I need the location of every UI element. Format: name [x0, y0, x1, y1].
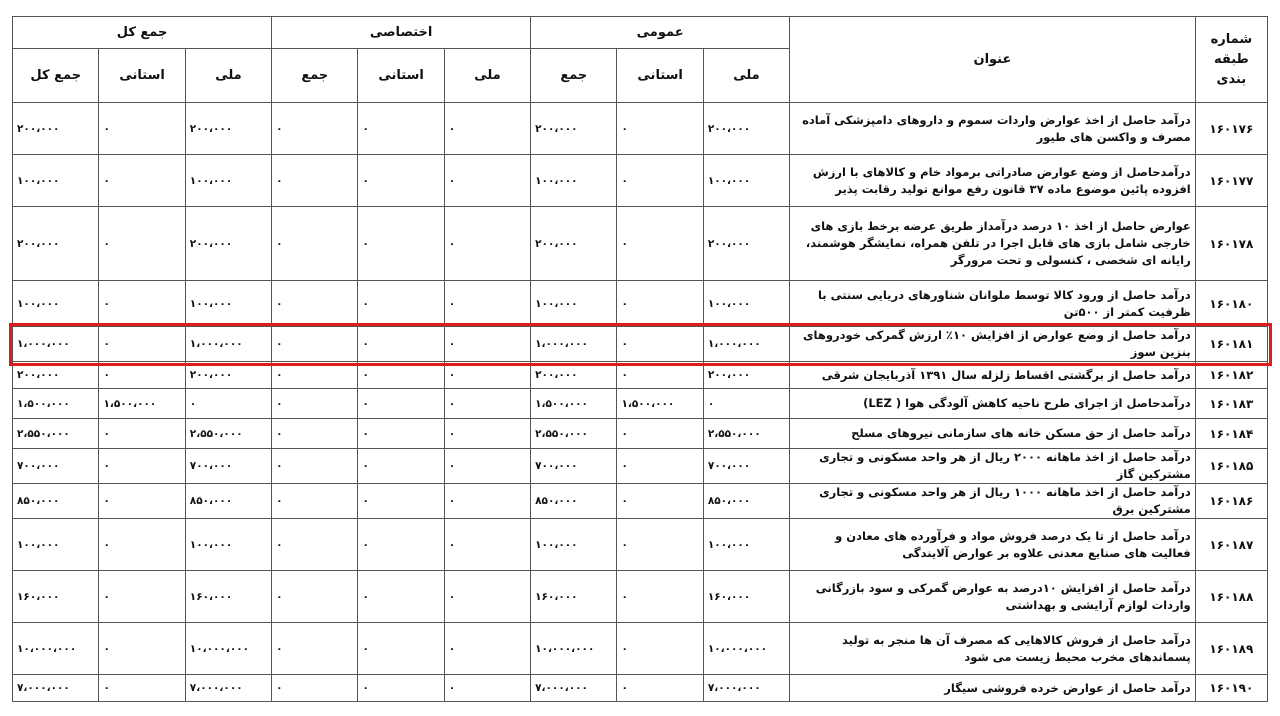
header-group-total: جمع کل	[13, 17, 272, 49]
cell-general-national: ۱۶۰،۰۰۰	[703, 571, 789, 623]
cell-specific-provincial: ۰	[358, 155, 444, 207]
cell-specific-provincial: ۰	[358, 449, 444, 484]
cell-general-sum: ۱۰،۰۰۰،۰۰۰	[531, 623, 617, 675]
cell-general-sum: ۱،۰۰۰،۰۰۰	[531, 327, 617, 362]
row-code: ۱۶۰۱۸۸	[1195, 571, 1267, 623]
cell-general-national: ۱۰۰،۰۰۰	[703, 155, 789, 207]
cell-general-provincial: ۱،۵۰۰،۰۰۰	[617, 389, 703, 419]
cell-general-provincial: ۰	[617, 419, 703, 449]
row-code: ۱۶۰۱۹۰	[1195, 675, 1267, 702]
cell-specific-provincial: ۰	[358, 484, 444, 519]
cell-specific-sum: ۰	[272, 623, 358, 675]
row-code: ۱۶۰۱۸۳	[1195, 389, 1267, 419]
cell-grand-total: ۲۰۰،۰۰۰	[13, 103, 99, 155]
table-row	[13, 675, 1268, 702]
cell-general-provincial: ۰	[617, 623, 703, 675]
table-row	[13, 362, 1268, 389]
cell-total-national: ۲،۵۵۰،۰۰۰	[185, 419, 271, 449]
cell-specific-national: ۰	[444, 281, 530, 327]
budget-table	[12, 16, 1268, 702]
cell-total-provincial: ۰	[99, 155, 185, 207]
table-row	[13, 519, 1268, 571]
cell-specific-national: ۰	[444, 449, 530, 484]
cell-specific-sum: ۰	[272, 362, 358, 389]
cell-total-national: ۱۰،۰۰۰،۰۰۰	[185, 623, 271, 675]
cell-specific-national: ۰	[444, 155, 530, 207]
table-row	[13, 449, 1268, 484]
cell-grand-total: ۱،۰۰۰،۰۰۰	[13, 327, 99, 362]
cell-specific-national: ۰	[444, 389, 530, 419]
cell-total-national: ۷،۰۰۰،۰۰۰	[185, 675, 271, 702]
header-code: شماره طبقه بندی	[1195, 17, 1267, 103]
cell-total-national: ۰	[185, 389, 271, 419]
row-code: ۱۶۰۱۸۷	[1195, 519, 1267, 571]
cell-general-sum: ۱۰۰،۰۰۰	[531, 519, 617, 571]
cell-total-national: ۲۰۰،۰۰۰	[185, 362, 271, 389]
table-row	[13, 419, 1268, 449]
cell-specific-provincial: ۰	[358, 362, 444, 389]
header-group-general: عمومی	[531, 17, 790, 49]
cell-total-provincial: ۱،۵۰۰،۰۰۰	[99, 389, 185, 419]
cell-general-national: ۰	[703, 389, 789, 419]
cell-specific-national: ۰	[444, 623, 530, 675]
cell-specific-provincial: ۰	[358, 103, 444, 155]
table-row	[13, 484, 1268, 519]
cell-total-provincial: ۰	[99, 207, 185, 281]
row-code: ۱۶۰۱۸۲	[1195, 362, 1267, 389]
cell-specific-sum: ۰	[272, 519, 358, 571]
cell-specific-national: ۰	[444, 571, 530, 623]
cell-general-national: ۱۰۰،۰۰۰	[703, 281, 789, 327]
cell-total-national: ۱۰۰،۰۰۰	[185, 155, 271, 207]
cell-total-provincial: ۰	[99, 103, 185, 155]
cell-grand-total: ۱۰۰،۰۰۰	[13, 281, 99, 327]
cell-general-sum: ۸۵۰،۰۰۰	[531, 484, 617, 519]
header-total-national: ملی	[185, 49, 271, 103]
cell-specific-national: ۰	[444, 103, 530, 155]
cell-specific-national: ۰	[444, 675, 530, 702]
cell-specific-national: ۰	[444, 327, 530, 362]
table-row	[13, 389, 1268, 419]
cell-total-provincial: ۰	[99, 281, 185, 327]
row-code: ۱۶۰۱۷۶	[1195, 103, 1267, 155]
budget-document	[12, 16, 1268, 702]
row-title: درآمد حاصل از ورود کالا توسط ملوانان شناورهای دریایی سنتی با ظرفیت کمتر از ۵۰۰تن	[790, 281, 1196, 327]
cell-general-national: ۲۰۰،۰۰۰	[703, 362, 789, 389]
row-code: ۱۶۰۱۸۱	[1195, 327, 1267, 362]
cell-specific-national: ۰	[444, 362, 530, 389]
cell-general-provincial: ۰	[617, 207, 703, 281]
header-general-sum: جمع	[531, 49, 617, 103]
cell-general-national: ۱۰۰،۰۰۰	[703, 519, 789, 571]
cell-total-provincial: ۰	[99, 449, 185, 484]
cell-general-sum: ۱۰۰،۰۰۰	[531, 281, 617, 327]
cell-grand-total: ۱۰۰،۰۰۰	[13, 155, 99, 207]
cell-specific-sum: ۰	[272, 449, 358, 484]
cell-general-provincial: ۰	[617, 571, 703, 623]
cell-specific-sum: ۰	[272, 281, 358, 327]
row-code: ۱۶۰۱۸۵	[1195, 449, 1267, 484]
cell-total-provincial: ۰	[99, 484, 185, 519]
cell-total-provincial: ۰	[99, 571, 185, 623]
cell-specific-provincial: ۰	[358, 623, 444, 675]
row-code: ۱۶۰۱۷۸	[1195, 207, 1267, 281]
table-row	[13, 103, 1268, 155]
cell-specific-national: ۰	[444, 207, 530, 281]
row-title: درآمد حاصل از برگشتی اقساط زلزله سال ۱۳۹۱ آذربایجان شرقی	[790, 362, 1196, 389]
cell-general-national: ۲،۵۵۰،۰۰۰	[703, 419, 789, 449]
header-specific-provincial: استانی	[358, 49, 444, 103]
table-row	[13, 207, 1268, 281]
cell-total-national: ۸۵۰،۰۰۰	[185, 484, 271, 519]
row-title: درآمد حاصل از افزایش ۱۰درصد به عوارض گمرکی و سود بازرگانی واردات لوازم آرایشی و بهداشتی	[790, 571, 1196, 623]
cell-total-provincial: ۰	[99, 623, 185, 675]
cell-specific-national: ۰	[444, 419, 530, 449]
table-row	[13, 155, 1268, 207]
row-code: ۱۶۰۱۸۹	[1195, 623, 1267, 675]
cell-total-national: ۱۰۰،۰۰۰	[185, 281, 271, 327]
row-title: درآمد حاصل از حق مسکن خانه های سازمانی نیروهای مسلح	[790, 419, 1196, 449]
cell-specific-sum: ۰	[272, 571, 358, 623]
cell-general-national: ۷،۰۰۰،۰۰۰	[703, 675, 789, 702]
cell-specific-national: ۰	[444, 519, 530, 571]
header-general-provincial: استانی	[617, 49, 703, 103]
cell-general-provincial: ۰	[617, 327, 703, 362]
cell-specific-national: ۰	[444, 484, 530, 519]
row-title: درآمدحاصل از وضع عوارض صادراتی برمواد خام و کالاهای با ارزش افزوده پائین موضوع ماده ۳۷ قانون رفع موانع تولید رقابت پذیر	[790, 155, 1196, 207]
cell-general-provincial: ۰	[617, 103, 703, 155]
header-specific-national: ملی	[444, 49, 530, 103]
cell-grand-total: ۸۵۰،۰۰۰	[13, 484, 99, 519]
cell-total-national: ۷۰۰،۰۰۰	[185, 449, 271, 484]
cell-total-national: ۱،۰۰۰،۰۰۰	[185, 327, 271, 362]
cell-specific-provincial: ۰	[358, 675, 444, 702]
row-title: درآمد حاصل از اخذ ماهانه ۱۰۰۰ ریال از هر واحد مسکونی و تجاری مشترکین برق	[790, 484, 1196, 519]
cell-general-national: ۸۵۰،۰۰۰	[703, 484, 789, 519]
cell-grand-total: ۷۰۰،۰۰۰	[13, 449, 99, 484]
cell-general-sum: ۱،۵۰۰،۰۰۰	[531, 389, 617, 419]
cell-specific-sum: ۰	[272, 103, 358, 155]
table-row	[13, 623, 1268, 675]
cell-specific-provincial: ۰	[358, 327, 444, 362]
cell-total-national: ۲۰۰،۰۰۰	[185, 207, 271, 281]
cell-grand-total: ۱۰،۰۰۰،۰۰۰	[13, 623, 99, 675]
cell-total-provincial: ۰	[99, 362, 185, 389]
row-title: درآمد حاصل از فروش کالاهایی که مصرف آن ها منجر به تولید پسماندهای مخرب محیط زیست می شود	[790, 623, 1196, 675]
cell-specific-sum: ۰	[272, 389, 358, 419]
row-title: درآمد حاصل از تا یک درصد فروش مواد و فرآورده های معادن و فعالیت های صنایع معدنی علاوه بر عوارض آلایندگی	[790, 519, 1196, 571]
cell-specific-sum: ۰	[272, 675, 358, 702]
cell-general-provincial: ۰	[617, 519, 703, 571]
cell-general-sum: ۷۰۰،۰۰۰	[531, 449, 617, 484]
row-code: ۱۶۰۱۸۴	[1195, 419, 1267, 449]
cell-general-sum: ۷،۰۰۰،۰۰۰	[531, 675, 617, 702]
cell-specific-provincial: ۰	[358, 207, 444, 281]
row-code: ۱۶۰۱۷۷	[1195, 155, 1267, 207]
cell-specific-sum: ۰	[272, 327, 358, 362]
cell-general-national: ۷۰۰،۰۰۰	[703, 449, 789, 484]
cell-specific-sum: ۰	[272, 155, 358, 207]
row-title: درآمد حاصل از وضع عوارض از افزایش ۱۰٪ ارزش گمرکی خودروهای بنزین سوز	[790, 327, 1196, 362]
header-total-provincial: استانی	[99, 49, 185, 103]
cell-total-provincial: ۰	[99, 675, 185, 702]
table-row	[13, 571, 1268, 623]
cell-total-national: ۲۰۰،۰۰۰	[185, 103, 271, 155]
cell-general-national: ۱۰،۰۰۰،۰۰۰	[703, 623, 789, 675]
cell-general-national: ۱،۰۰۰،۰۰۰	[703, 327, 789, 362]
row-title: درآمد حاصل از اخذ ماهانه ۲۰۰۰ ریال از هر واحد مسکونی و تجاری مشترکین گاز	[790, 449, 1196, 484]
cell-general-sum: ۲۰۰،۰۰۰	[531, 207, 617, 281]
header-grand-total: جمع کل	[13, 49, 99, 103]
cell-specific-sum: ۰	[272, 207, 358, 281]
row-title: درآمدحاصل از اجرای طرح ناحیه کاهش آلودگی هوا ( LEZ)	[790, 389, 1196, 419]
cell-general-provincial: ۰	[617, 484, 703, 519]
cell-general-national: ۲۰۰،۰۰۰	[703, 207, 789, 281]
row-title: درآمد حاصل از اخذ عوارض واردات سموم و داروهای دامپزشکی آماده مصرف و واکسن های طیور	[790, 103, 1196, 155]
cell-total-provincial: ۰	[99, 419, 185, 449]
cell-specific-provincial: ۰	[358, 389, 444, 419]
cell-total-national: ۱۶۰،۰۰۰	[185, 571, 271, 623]
cell-specific-provincial: ۰	[358, 571, 444, 623]
cell-total-national: ۱۰۰،۰۰۰	[185, 519, 271, 571]
cell-general-sum: ۲،۵۵۰،۰۰۰	[531, 419, 617, 449]
cell-specific-provincial: ۰	[358, 519, 444, 571]
cell-total-provincial: ۰	[99, 519, 185, 571]
header-specific-sum: جمع	[272, 49, 358, 103]
cell-specific-sum: ۰	[272, 419, 358, 449]
header-title: عنوان	[790, 17, 1196, 103]
cell-specific-provincial: ۰	[358, 419, 444, 449]
cell-general-provincial: ۰	[617, 449, 703, 484]
row-code: ۱۶۰۱۸۰	[1195, 281, 1267, 327]
cell-specific-sum: ۰	[272, 484, 358, 519]
cell-general-sum: ۲۰۰،۰۰۰	[531, 103, 617, 155]
cell-general-national: ۲۰۰،۰۰۰	[703, 103, 789, 155]
table-row	[13, 281, 1268, 327]
cell-general-provincial: ۰	[617, 281, 703, 327]
cell-grand-total: ۱،۵۰۰،۰۰۰	[13, 389, 99, 419]
cell-grand-total: ۱۶۰،۰۰۰	[13, 571, 99, 623]
table-row-highlighted	[13, 327, 1268, 362]
cell-general-sum: ۱۶۰،۰۰۰	[531, 571, 617, 623]
cell-total-provincial: ۰	[99, 327, 185, 362]
cell-general-sum: ۲۰۰،۰۰۰	[531, 362, 617, 389]
row-title: درآمد حاصل از عوارض خرده فروشی سیگار	[790, 675, 1196, 702]
cell-grand-total: ۲۰۰،۰۰۰	[13, 207, 99, 281]
row-title: عوارض حاصل از اخذ ۱۰ درصد درآمداز طریق عرضه برخط بازی های خارجی شامل بازی های قابل اجرا در تلفن همراه، نمایشگر هوشمند، رایانه ای شخصی ، کنسولی و تحت مرورگر	[790, 207, 1196, 281]
header-general-national: ملی	[703, 49, 789, 103]
cell-general-sum: ۱۰۰،۰۰۰	[531, 155, 617, 207]
cell-grand-total: ۲،۵۵۰،۰۰۰	[13, 419, 99, 449]
row-code: ۱۶۰۱۸۶	[1195, 484, 1267, 519]
cell-grand-total: ۲۰۰،۰۰۰	[13, 362, 99, 389]
cell-grand-total: ۱۰۰،۰۰۰	[13, 519, 99, 571]
cell-general-provincial: ۰	[617, 362, 703, 389]
cell-general-provincial: ۰	[617, 675, 703, 702]
cell-general-provincial: ۰	[617, 155, 703, 207]
cell-specific-provincial: ۰	[358, 281, 444, 327]
header-group-specific: اختصاصی	[272, 17, 531, 49]
cell-grand-total: ۷،۰۰۰،۰۰۰	[13, 675, 99, 702]
